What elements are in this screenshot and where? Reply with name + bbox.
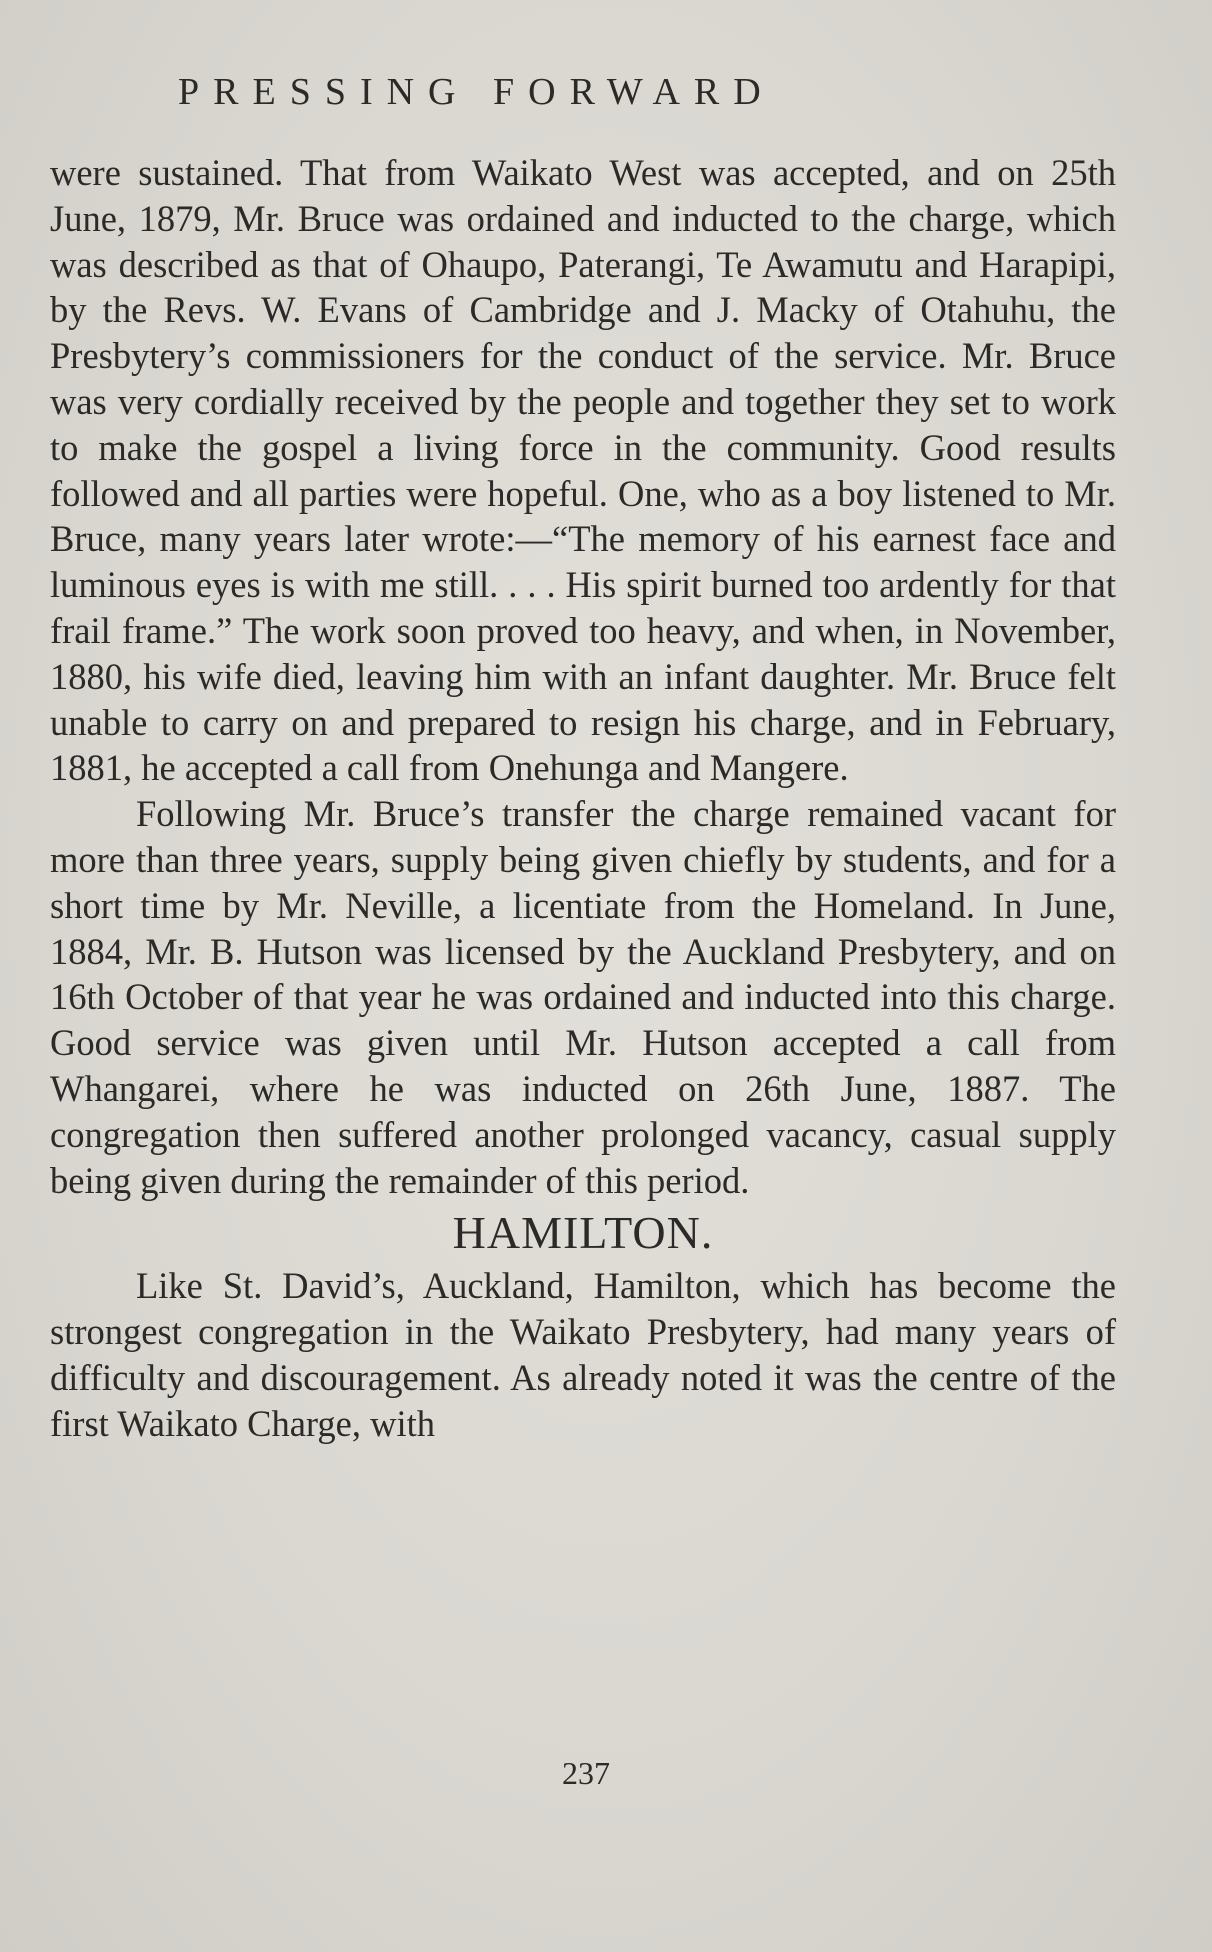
paragraph: were sustained. That from Waikato West was accepted, and on 25th June, 1879, Mr. Bruce was ordained and inducted to the charge, which was described as that of Ohaupo, Paterangi, Te Awamutu and Harapipi, by the Revs. W. Evans of Cambridge and J. Macky of Otahuhu, the Presbytery’s commissioners for the conduct of the service. Mr. Bruce was very cordially received by the people and together they set to work to make the gospel a living force in the community. Good results followed and all parties were hopeful. One, who as a boy listened to Mr. Bruce, many years later wrote:—“The memory of his earnest face and luminous eyes is with me still. . . . His spirit burned too ardently for that frail frame.” The work soon proved too heavy, and when, in November, 1880, his wife died, leaving him with an infant daughter. Mr. Bruce felt unable to carry on and prepared to resign his charge, and in February, 1881, he accepted a call from Onehunga and Mangere. [50,152,1116,789]
section-heading: HAMILTON. [452,1207,714,1259]
running-title: PRESSING FORWARD [178,71,775,113]
paragraph: Following Mr. Bruce’s transfer the charge remained vacant for more than three years, supply being given chiefly by students, and for a short time by Mr. Neville, a licentiate from the Homeland. In June, 1884, Mr. B. Hutson was licensed by the Auckland Presbytery, and on 16th October of that year he was ordained and inducted into this charge. Good service was given until Mr. Hutson accepted a call from Whangarei, where he was inducted on 26th June, 1887. The congregation then suffered another prolonged vacancy, casual supply being given during the remainder of this period. [50,793,1116,1201]
paragraph: Like St. David’s, Auckland, Hamilton, which has become the strongest congregation in the Waikato Presbytery, had many years of difficulty and discouragement. As already noted it was the centre of the first Waikato Charge, with [50,1265,1116,1444]
page-number: 237 [562,1755,610,1791]
body-text [50,150,1116,1447]
